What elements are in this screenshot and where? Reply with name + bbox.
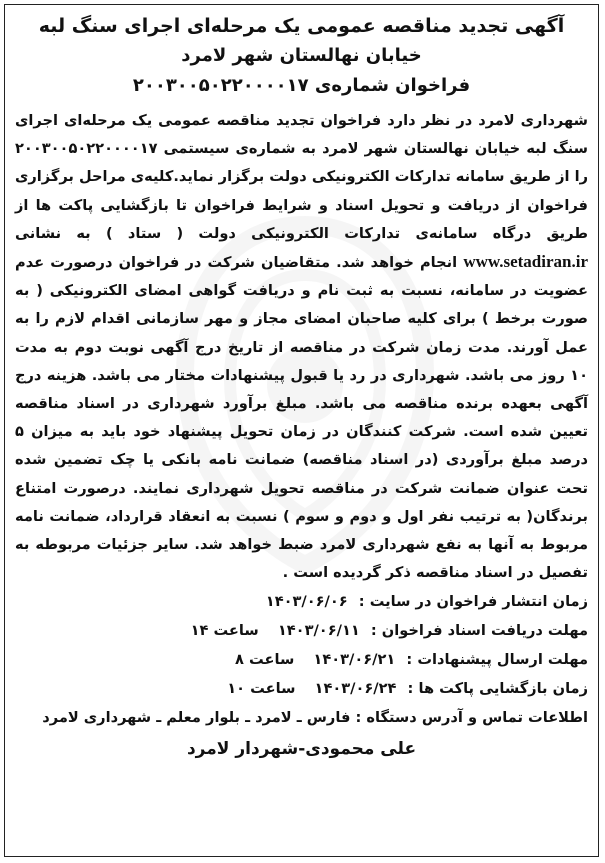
schedule-label: زمان بازگشایی پاکت ها : (407, 680, 588, 698)
schedule-label: مهلت دریافت اسناد فراخوان : (370, 622, 588, 640)
signature: علی محمودی-شهردار لامرد (186, 739, 417, 760)
schedule-date: ۱۴۰۳/۰۶/۲۴ (314, 680, 397, 698)
contact-info: اطلاعات تماس و آدرس دستگاه : فارس ـ لامرد ـ بلوار معلم ـ شهرداری لامرد (42, 709, 588, 727)
body-part-2: انجام خواهد شد. متقاضیان شرکت در فراخوان درصورت عدم عضویت در سامانه، نسبت به ثبت نام و دریافت گواهی امضای الکترونیکی ( به صورت برخط ) برای کلیه صاحبان امضای مجاز و مهر سازمانی اقدام لازم را به عمل آورند. مدت زمان شرکت در مناقصه از تاریخ درج آگهی نوبت دوم به مدت ۱۰ روز می باشد. شهرداری در رد یا قبول پیشنهادات مختار می باشد. هزینه درج آگهی بعهده برنده مناقصه می باشد. مبلغ برآورد شهرداری در اسناد مناقصه تعیین شده است. شرکت کنندگان در زمان تحویل پیشنهاد خود باید به میزان ۵ درصد مبلغ برآوردی (در اسناد مناقصه) ضمانت نامه بانکی یا چک تضمین شده تحت عنوان ضمانت شرکت در مناقصه تحویل شهرداری نمایند. درصورت امتناع برندگان( به ترتیب نفر اول و دوم و سوم ) نسبت به انعقاد قرارداد، ضمانت نامه مربوط به آنها به نفع شهرداری لامرد ضبط خواهد شد. سایر جزئیات مربوطه به تفصیل در اسناد مناقصه ذکر گردیده است . (15, 254, 588, 582)
schedule-label: زمان انتشار فراخوان در سایت : (358, 593, 588, 611)
schedule-date: ۱۴۰۳/۰۶/۲۱ (313, 651, 396, 669)
website-link[interactable]: www.setadiran.ir (463, 252, 588, 272)
notice-content (5, 5, 598, 765)
schedule-date: ۱۴۰۳/۰۶/۰۶ (265, 593, 348, 611)
schedule-time: ساعت ۸ (235, 651, 295, 669)
notice-body (15, 107, 588, 587)
schedule-item-submission (15, 645, 588, 674)
schedule-item-opening (15, 674, 588, 703)
schedule-label: مهلت ارسال پیشنهادات : (406, 651, 588, 669)
notice-subtitle: خیابان نهالستان شهر لامرد (181, 45, 422, 66)
call-number: فراخوان شماره‌ی ۲۰۰۳۰۰۵۰۲۲۰۰۰۰۱۷ (132, 75, 471, 96)
schedule-item-publish (15, 587, 588, 616)
notice-title: آگهی تجدید مناقصه عمومی یک مرحله‌ای اجرای سنگ لبه (38, 15, 565, 37)
schedule-item-documents (15, 616, 588, 645)
schedule-list (15, 587, 588, 703)
body-part-1: شهرداری لامرد در نظر دارد فراخوان تجدید مناقصه عمومی یک مرحله‌ای اجرای سنگ لبه خیابان نهالستان شهر لامرد به شماره‌ی سیستمی ۲۰۰۳۰۰۵۰۲۲۰۰۰۰۱۷ را از طریق سامانه تدارکات الکترونیکی دولت برگزار نماید.کلیه‌ی مراحل برگزاری فراخوان از دریافت و تحویل اسناد و شرایط فراخوان تا بازگشایی پاکت ها از طریق درگاه سامانه‌ی تدارکات الکترونیکی دولت ( ستاد ) به نشانی (15, 112, 588, 242)
schedule-time: ساعت ۱۴ (190, 622, 259, 640)
schedule-date: ۱۴۰۳/۰۶/۱۱ (277, 622, 360, 640)
notice-frame (4, 4, 599, 857)
schedule-time: ساعت ۱۰ (227, 680, 296, 698)
